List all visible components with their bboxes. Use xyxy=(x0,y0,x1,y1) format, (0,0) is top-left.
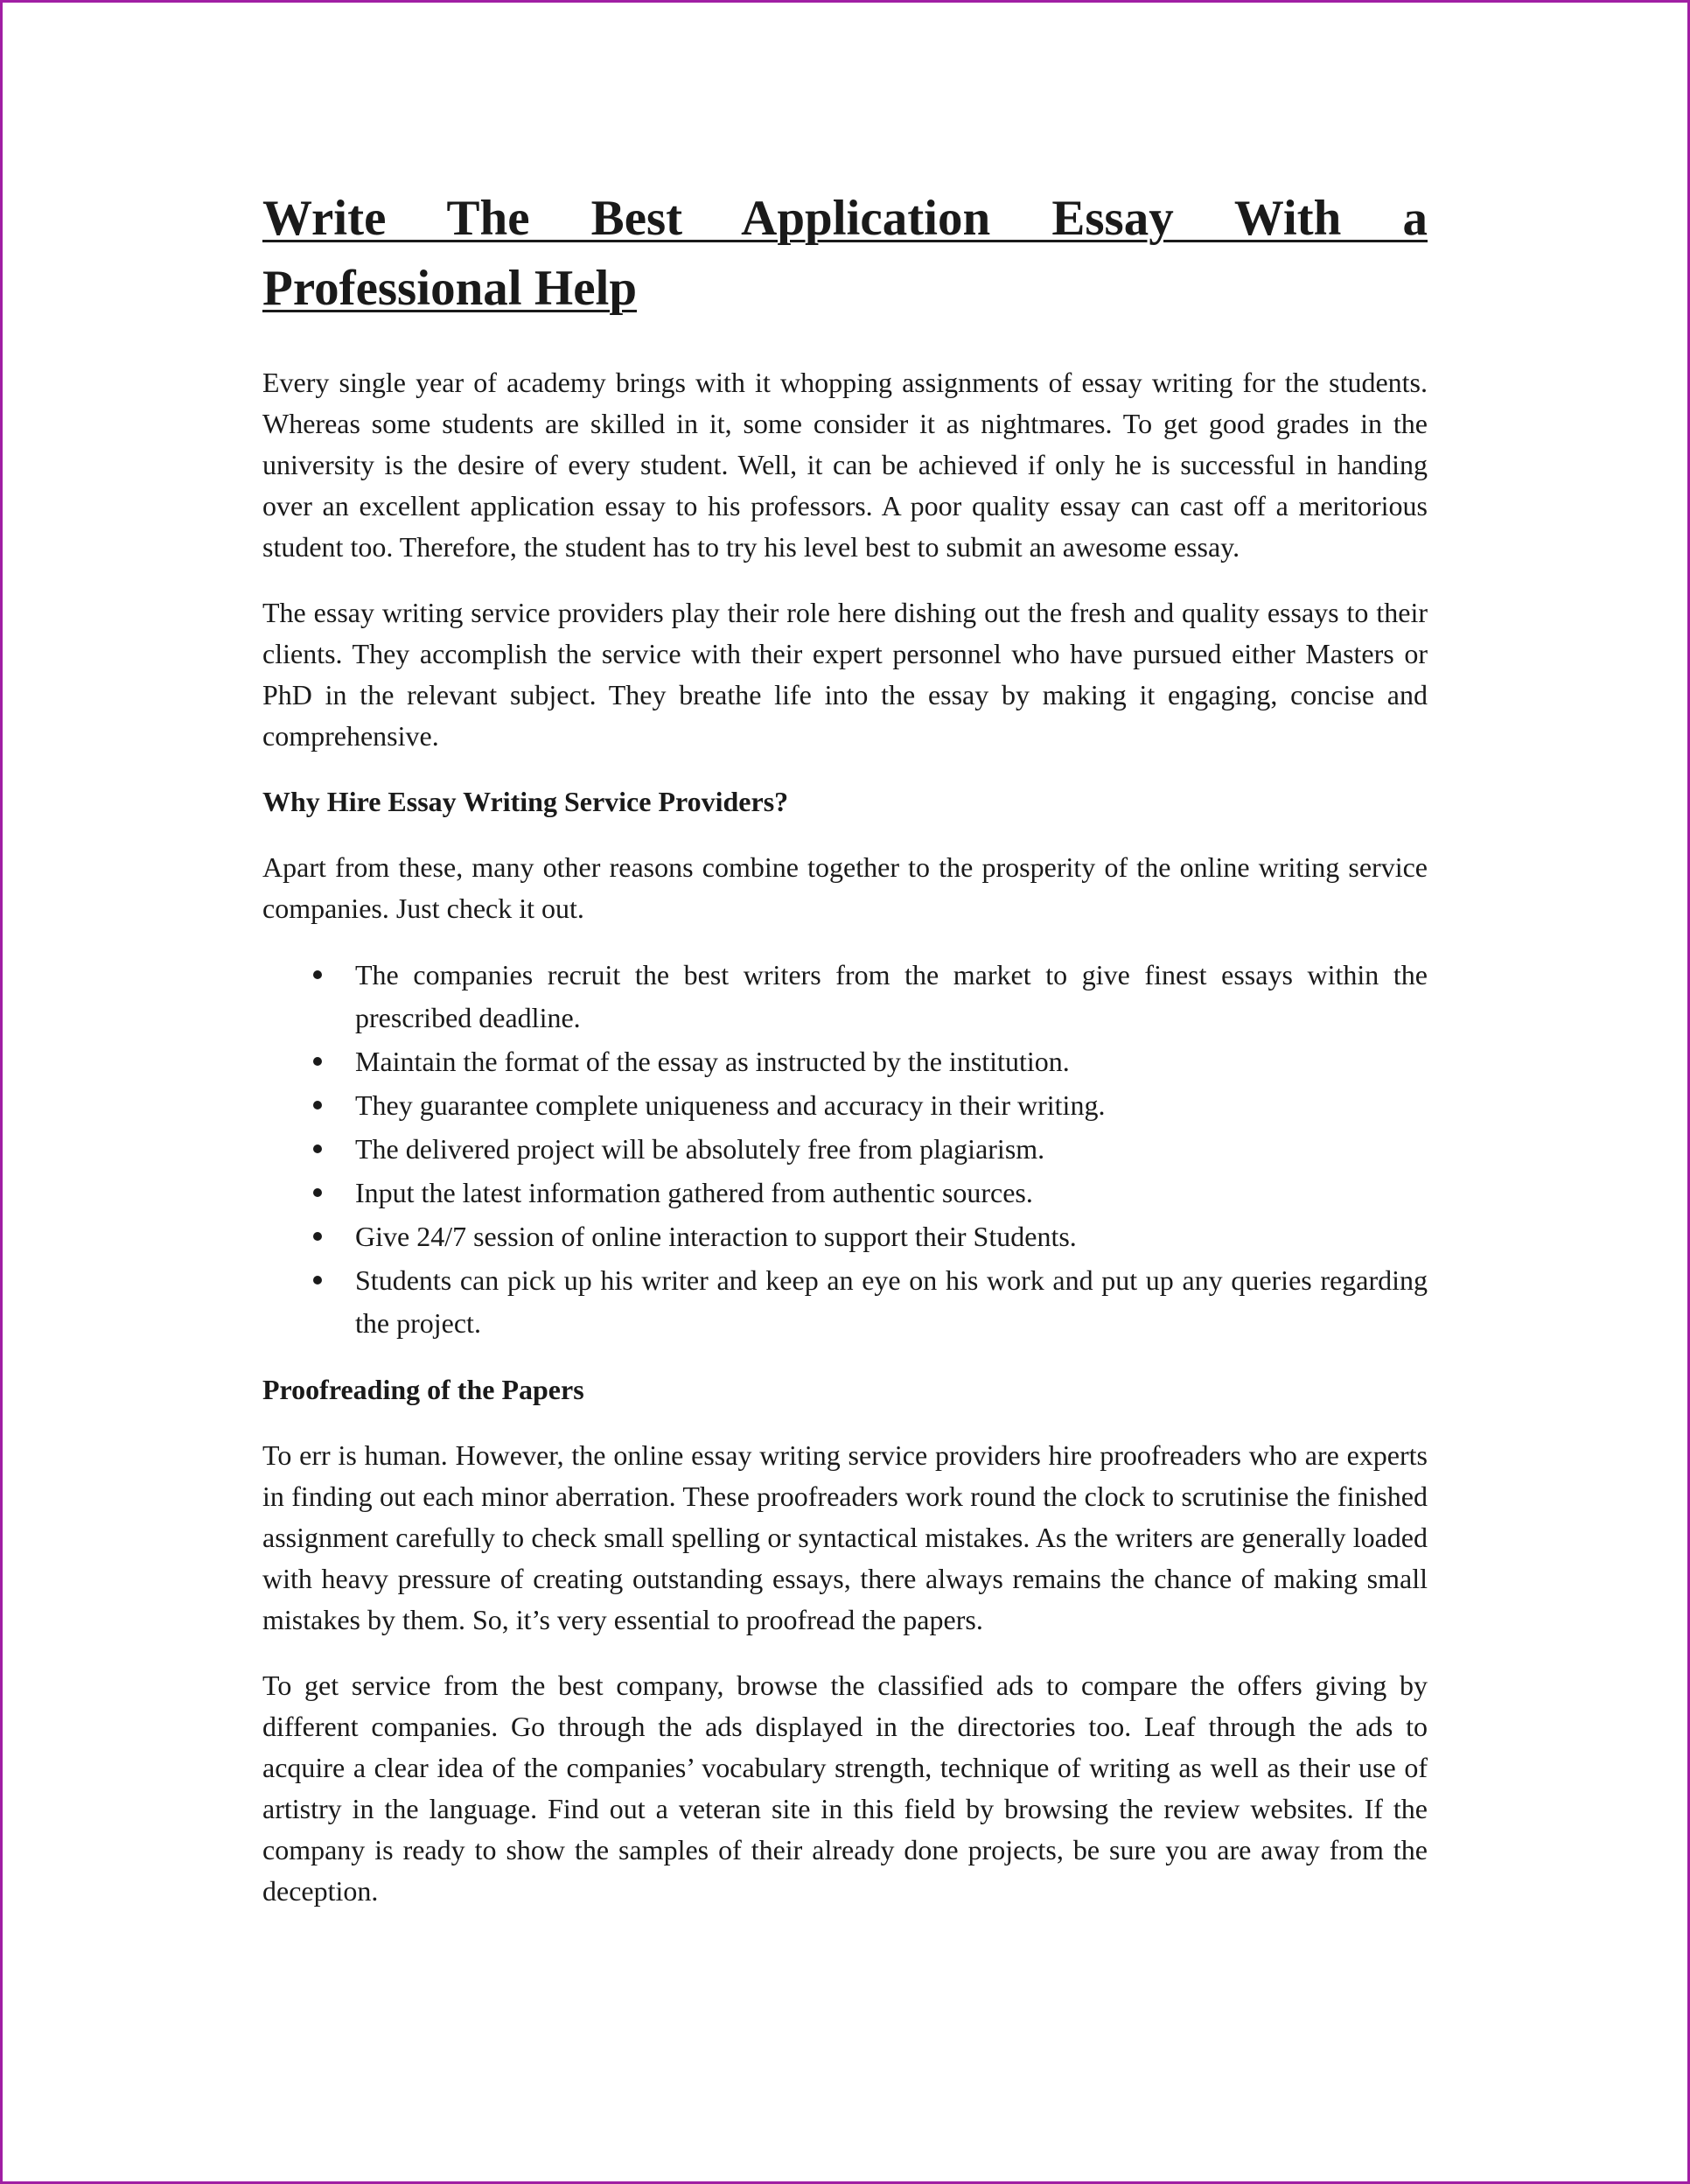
list-item xyxy=(262,1215,1428,1258)
list-item xyxy=(262,1128,1428,1171)
title-line-1: Write The Best Application Essay With a xyxy=(262,191,1428,246)
list-item-text: They guarantee complete uniqueness and accuracy in their writing. xyxy=(355,1089,1106,1121)
proofreading-paragraph-2: To get service from the best company, browse the classified ads to compare the offers giving by different companies. Go through the ads displayed in the directories too. Leaf through the ads to acquire a clear idea of the companies’ vocabulary strength, technique of writing as well as their use of artistry in the language. Find out a veteran site in this field by browsing the review websites. If the company is ready to show the samples of their already done projects, be sure you are away from the deception. xyxy=(262,1670,1428,1907)
why-paragraph: Apart from these, many other reasons combine together to the prosperity of the online writing service companies. Just check it out. xyxy=(262,851,1428,924)
bullet-icon xyxy=(313,1144,322,1153)
reasons-list xyxy=(262,954,1428,1345)
title-line-2: Professional Help xyxy=(262,261,638,316)
document-page xyxy=(262,184,1428,1936)
heading-proofreading: Proofreading of the Papers xyxy=(262,1374,584,1405)
bullet-icon xyxy=(313,1101,322,1110)
bullet-icon xyxy=(313,1276,322,1284)
list-item xyxy=(262,1259,1428,1345)
list-item-text: Give 24/7 session of online interaction to support their Students. xyxy=(355,1221,1077,1252)
list-item-text: The companies recruit the best writers from the market to give finest essays within the prescribed deadline. xyxy=(355,959,1428,1033)
list-item xyxy=(262,1040,1428,1083)
list-item-text: The delivered project will be absolutely free from plagiarism. xyxy=(355,1133,1045,1165)
heading-why-hire: Why Hire Essay Writing Service Providers? xyxy=(262,786,789,817)
bullet-icon xyxy=(313,1232,322,1241)
bullet-icon xyxy=(313,970,322,979)
intro-paragraph-2: The essay writing service providers play their role here dishing out the fresh and quality essays to their clients. They accomplish the service with their expert personnel who have pursued either Masters or PhD in the relevant subject. They breathe life into the essay by making it engaging, concise and comprehensive. xyxy=(262,597,1428,752)
proofreading-paragraph-1: To err is human. However, the online essay writing service providers hire proofreaders who are experts in finding out each minor aberration. These proofreaders work round the clock to scrutinise the finished assignment carefully to check small spelling or syntactical mistakes. As the writers are generally loaded with heavy pressure of creating outstanding essays, there always remains the chance of making small mistakes by them. So, it’s very essential to proofread the papers. xyxy=(262,1439,1428,1635)
list-item-text: Input the latest information gathered from authentic sources. xyxy=(355,1177,1033,1208)
list-item xyxy=(262,1172,1428,1214)
bullet-icon xyxy=(313,1057,322,1066)
list-item-text: Students can pick up his writer and keep an eye on his work and put up any queries regarding the project. xyxy=(355,1264,1428,1339)
list-item-text: Maintain the format of the essay as instructed by the institution. xyxy=(355,1046,1070,1077)
intro-paragraph-1: Every single year of academy brings with it whopping assignments of essay writing for the students. Whereas some students are skilled in it, some consider it as nightmares. To get good grades in the university is the desire of every student. Well, it can be achieved if only he is successful in handing over an excellent application essay to his professors. A poor quality essay can cast off a meritorious student too. Therefore, the student has to try his level best to submit an awesome essay. xyxy=(262,367,1428,563)
list-item xyxy=(262,1084,1428,1127)
document-title xyxy=(262,184,1428,324)
bullet-icon xyxy=(313,1188,322,1197)
list-item xyxy=(262,954,1428,1040)
